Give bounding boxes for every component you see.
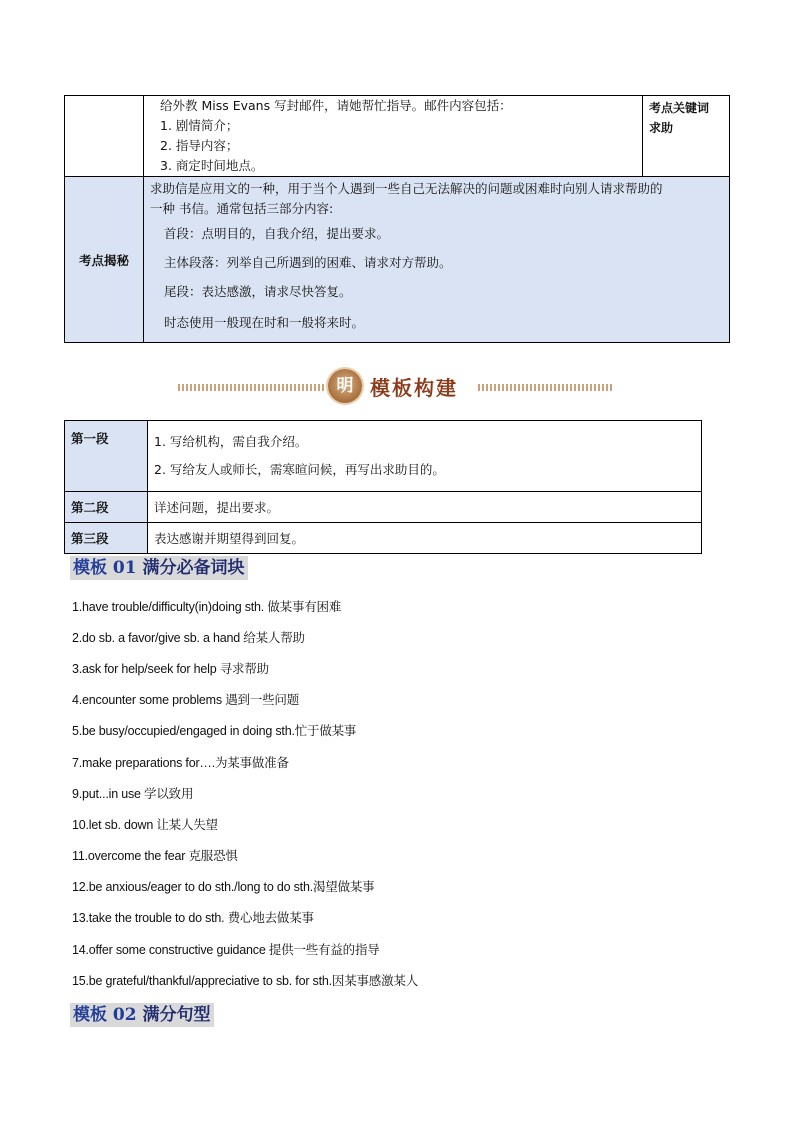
structure-row-content: 详述问题，提出要求。 xyxy=(148,492,702,523)
task-line: 2. 指导内容； xyxy=(160,138,239,153)
analysis-content-cell xyxy=(144,177,730,343)
analysis-part: 主体段落：列举自己所遇到的困难、请求对方帮助。 xyxy=(164,255,452,270)
structure-line: 2. 写给友人或师长，需寒暄问候，再写出求助目的。 xyxy=(154,462,445,477)
task-content-cell xyxy=(144,96,643,177)
task-label-cell xyxy=(65,96,144,177)
section-banner xyxy=(178,368,614,406)
phrase-item: 1.have trouble/difficulty(in)doing sth. 做某事有困难 xyxy=(72,600,342,614)
structure-row-head: 第三段 xyxy=(65,523,148,554)
banner-left-stripe xyxy=(178,384,326,391)
structure-row xyxy=(65,492,702,523)
section-heading-phrases xyxy=(70,556,248,580)
analysis-part: 首段：点明目的，自我介绍，提出要求。 xyxy=(164,226,390,241)
phrase-item: 7.make preparations for….为某事做准备 xyxy=(72,756,289,770)
analysis-row xyxy=(65,177,730,343)
structure-row-content xyxy=(148,421,702,492)
analysis-intro-cont: 一种 书信。通常包括三部分内容: xyxy=(150,201,334,216)
section-number: 02 xyxy=(112,1005,137,1025)
phrase-item: 15.be grateful/thankful/appreciative to sb. for sth.因某事感激某人 xyxy=(72,974,419,988)
section-heading-sentences xyxy=(70,1003,214,1027)
section-title: 满分必备词块 xyxy=(142,558,245,578)
task-line: 1. 剧情简介； xyxy=(160,118,239,133)
structure-row-head: 第二段 xyxy=(65,492,148,523)
section-number: 01 xyxy=(112,558,137,578)
phrase-item: 3.ask for help/seek for help 寻求帮助 xyxy=(72,662,269,676)
analysis-intro: 求助信是应用文的一种，用于当个人遇到一些自己无法解决的问题或困难时向别人请求帮助的 xyxy=(150,181,663,196)
phrase-item: 4.encounter some problems 遇到一些问题 xyxy=(72,693,300,707)
analysis-part: 时态使用一般现在时和一般将来时。 xyxy=(164,315,365,330)
analysis-label: 考点揭秘 xyxy=(65,177,144,343)
structure-line: 1. 写给机构，需自我介绍。 xyxy=(154,434,308,449)
prompt-table xyxy=(64,95,730,343)
phrase-item: 10.let sb. down 让某人失望 xyxy=(72,818,218,832)
phrase-item: 13.take the trouble to do sth. 费心地去做某事 xyxy=(72,911,314,925)
task-row xyxy=(65,96,730,177)
phrase-item: 2.do sb. a favor/give sb. a hand 给某人帮助 xyxy=(72,631,305,645)
task-line: 3. 商定时间地点。 xyxy=(160,158,264,173)
banner-right-stripe xyxy=(478,384,614,391)
keyword-label: 考点关键词 xyxy=(649,101,710,115)
phrase-item: 12.be anxious/eager to do sth./long to do sth.渴望做某事 xyxy=(72,880,375,894)
section-prefix: 模板 xyxy=(73,1005,107,1025)
banner-title: 模板构建 xyxy=(370,376,458,400)
analysis-part: 尾段：表达感激，请求尽快答复。 xyxy=(164,284,352,299)
structure-row-head: 第一段 xyxy=(65,421,148,492)
structure-row-content: 表达感谢并期望得到回复。 xyxy=(148,523,702,554)
banner-badge-icon: 明 xyxy=(328,369,362,403)
structure-table xyxy=(64,420,702,554)
phrase-item: 14.offer some constructive guidance 提供一些有益的指导 xyxy=(72,943,380,957)
section-title: 满分句型 xyxy=(142,1005,211,1025)
keyword-value: 求助 xyxy=(649,121,674,135)
phrase-item: 11.overcome the fear 克服恐惧 xyxy=(72,849,238,863)
structure-row xyxy=(65,421,702,492)
phrase-item: 9.put...in use 学以致用 xyxy=(72,787,194,801)
task-line: 给外教 Miss Evans 写封邮件，请她帮忙指导。邮件内容包括： xyxy=(160,98,512,113)
section-prefix: 模板 xyxy=(73,558,107,578)
keyword-cell xyxy=(643,96,730,177)
structure-row xyxy=(65,523,702,554)
phrase-item: 5.be busy/occupied/engaged in doing sth.忙于做某事 xyxy=(72,724,357,738)
